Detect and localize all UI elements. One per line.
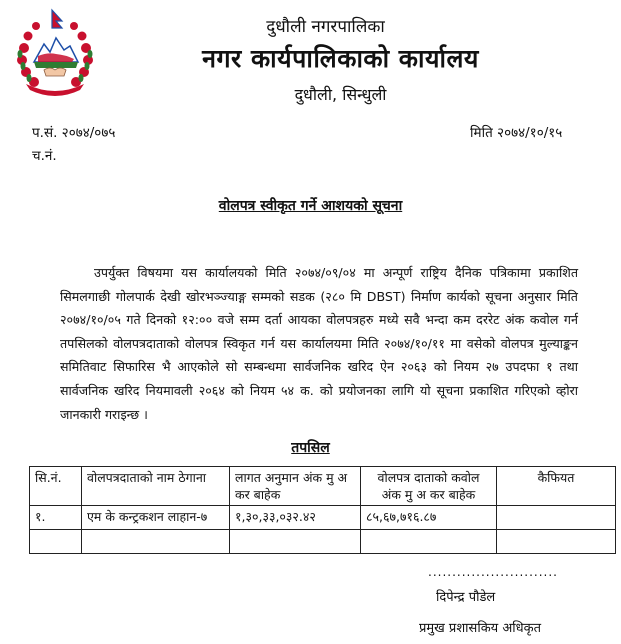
cell-bidder — [82, 530, 230, 554]
cell-serial — [30, 530, 82, 554]
office-location: दुधौली, सिन्धुली — [294, 85, 387, 104]
municipality-name: दुधौली नगरपालिका — [266, 17, 385, 37]
notice-body-text: उपर्युक्त विषयमा यस कार्यालयको मिति २०७४/०९/०४ मा अन्पूर्ण राष्ट्रिय दैनिक पत्रिकामा प्रकाशित सिमलगाछी गोलपार्क देखी खोरभञ्ज्याङ्ग सम्मको सडक (२८० मि DBST) निर्माण कार्यको सूचना अनुसार मिति २०७४/१०/०५ गते दिनको १२:०० वजे सम्म दर्ता आयका वोलपत्रहरु मध्ये सवै भन्दा कम दररेट अंक कवोल गर्न तपसिलको वोलपत्रदाताको वोलपत्र स्विकृत गर्न यस कार्यालयमा मिति २०७४/१०/११ मा वसेको वोलपत्र मुल्याङ्कन समितिवाट सिफारिस भै आएकोले सो सम्बन्धमा सार्वजनिक खरिद ऐन २०६३ को नियम २७ उपदफा १ तथा सार्वजनिक खरिद नियमावली २०६४ को नियम ५४ क. को प्रयोजनका लागि यो सूचना प्रकाशित गरिएको व्होरा जानकारी गराइन्छ । — [60, 265, 578, 422]
table-row — [30, 506, 616, 530]
reference-number: प.सं. २०७४/०७५ — [32, 125, 116, 141]
notice-body — [60, 261, 578, 426]
signatory-name: दिपेन्द्र पौडेल — [436, 590, 496, 605]
table-header-row — [30, 467, 616, 506]
details-heading: तपसिल — [291, 440, 330, 456]
col-header-serial: सि.नं. — [30, 467, 82, 506]
dispatch-number: च.नं. — [32, 148, 57, 164]
notice-subject: वोलपत्र स्वीकृत गर्ने आशयको सूचना — [218, 198, 403, 214]
col-header-remarks: कैफियत — [497, 467, 616, 506]
cell-remarks — [497, 530, 616, 554]
table-row — [30, 530, 616, 554]
signatory-title: प्रमुख प्रशासकिय अधिकृत — [419, 621, 542, 636]
signature-line: ........................... — [428, 565, 558, 579]
bid-details-table — [29, 466, 616, 554]
cell-estimate: १,३०,३३,०३२.४२ — [230, 506, 361, 530]
office-name: नगर कार्यपालिकाको कार्यालय — [202, 44, 479, 73]
cell-remarks — [497, 506, 616, 530]
cell-serial: १. — [30, 506, 82, 530]
notice-date: मिति २०७४/१०/१५ — [470, 125, 563, 141]
col-header-estimate: लागत अनुमान अंक मु अ कर बाहेक — [230, 467, 361, 506]
cell-bid-amount — [361, 530, 497, 554]
cell-bidder: एम के कन्ट्रकशन लाहान-७ — [82, 506, 230, 530]
cell-estimate — [230, 530, 361, 554]
col-header-bid-amount: वोलपत्र दाताको कवोल अंक मु अ कर बाहेक — [361, 467, 497, 506]
cell-bid-amount: ८५,६७,७१६.८७ — [361, 506, 497, 530]
col-header-bidder: वोलपत्रदाताको नाम ठेगाना — [82, 467, 230, 506]
